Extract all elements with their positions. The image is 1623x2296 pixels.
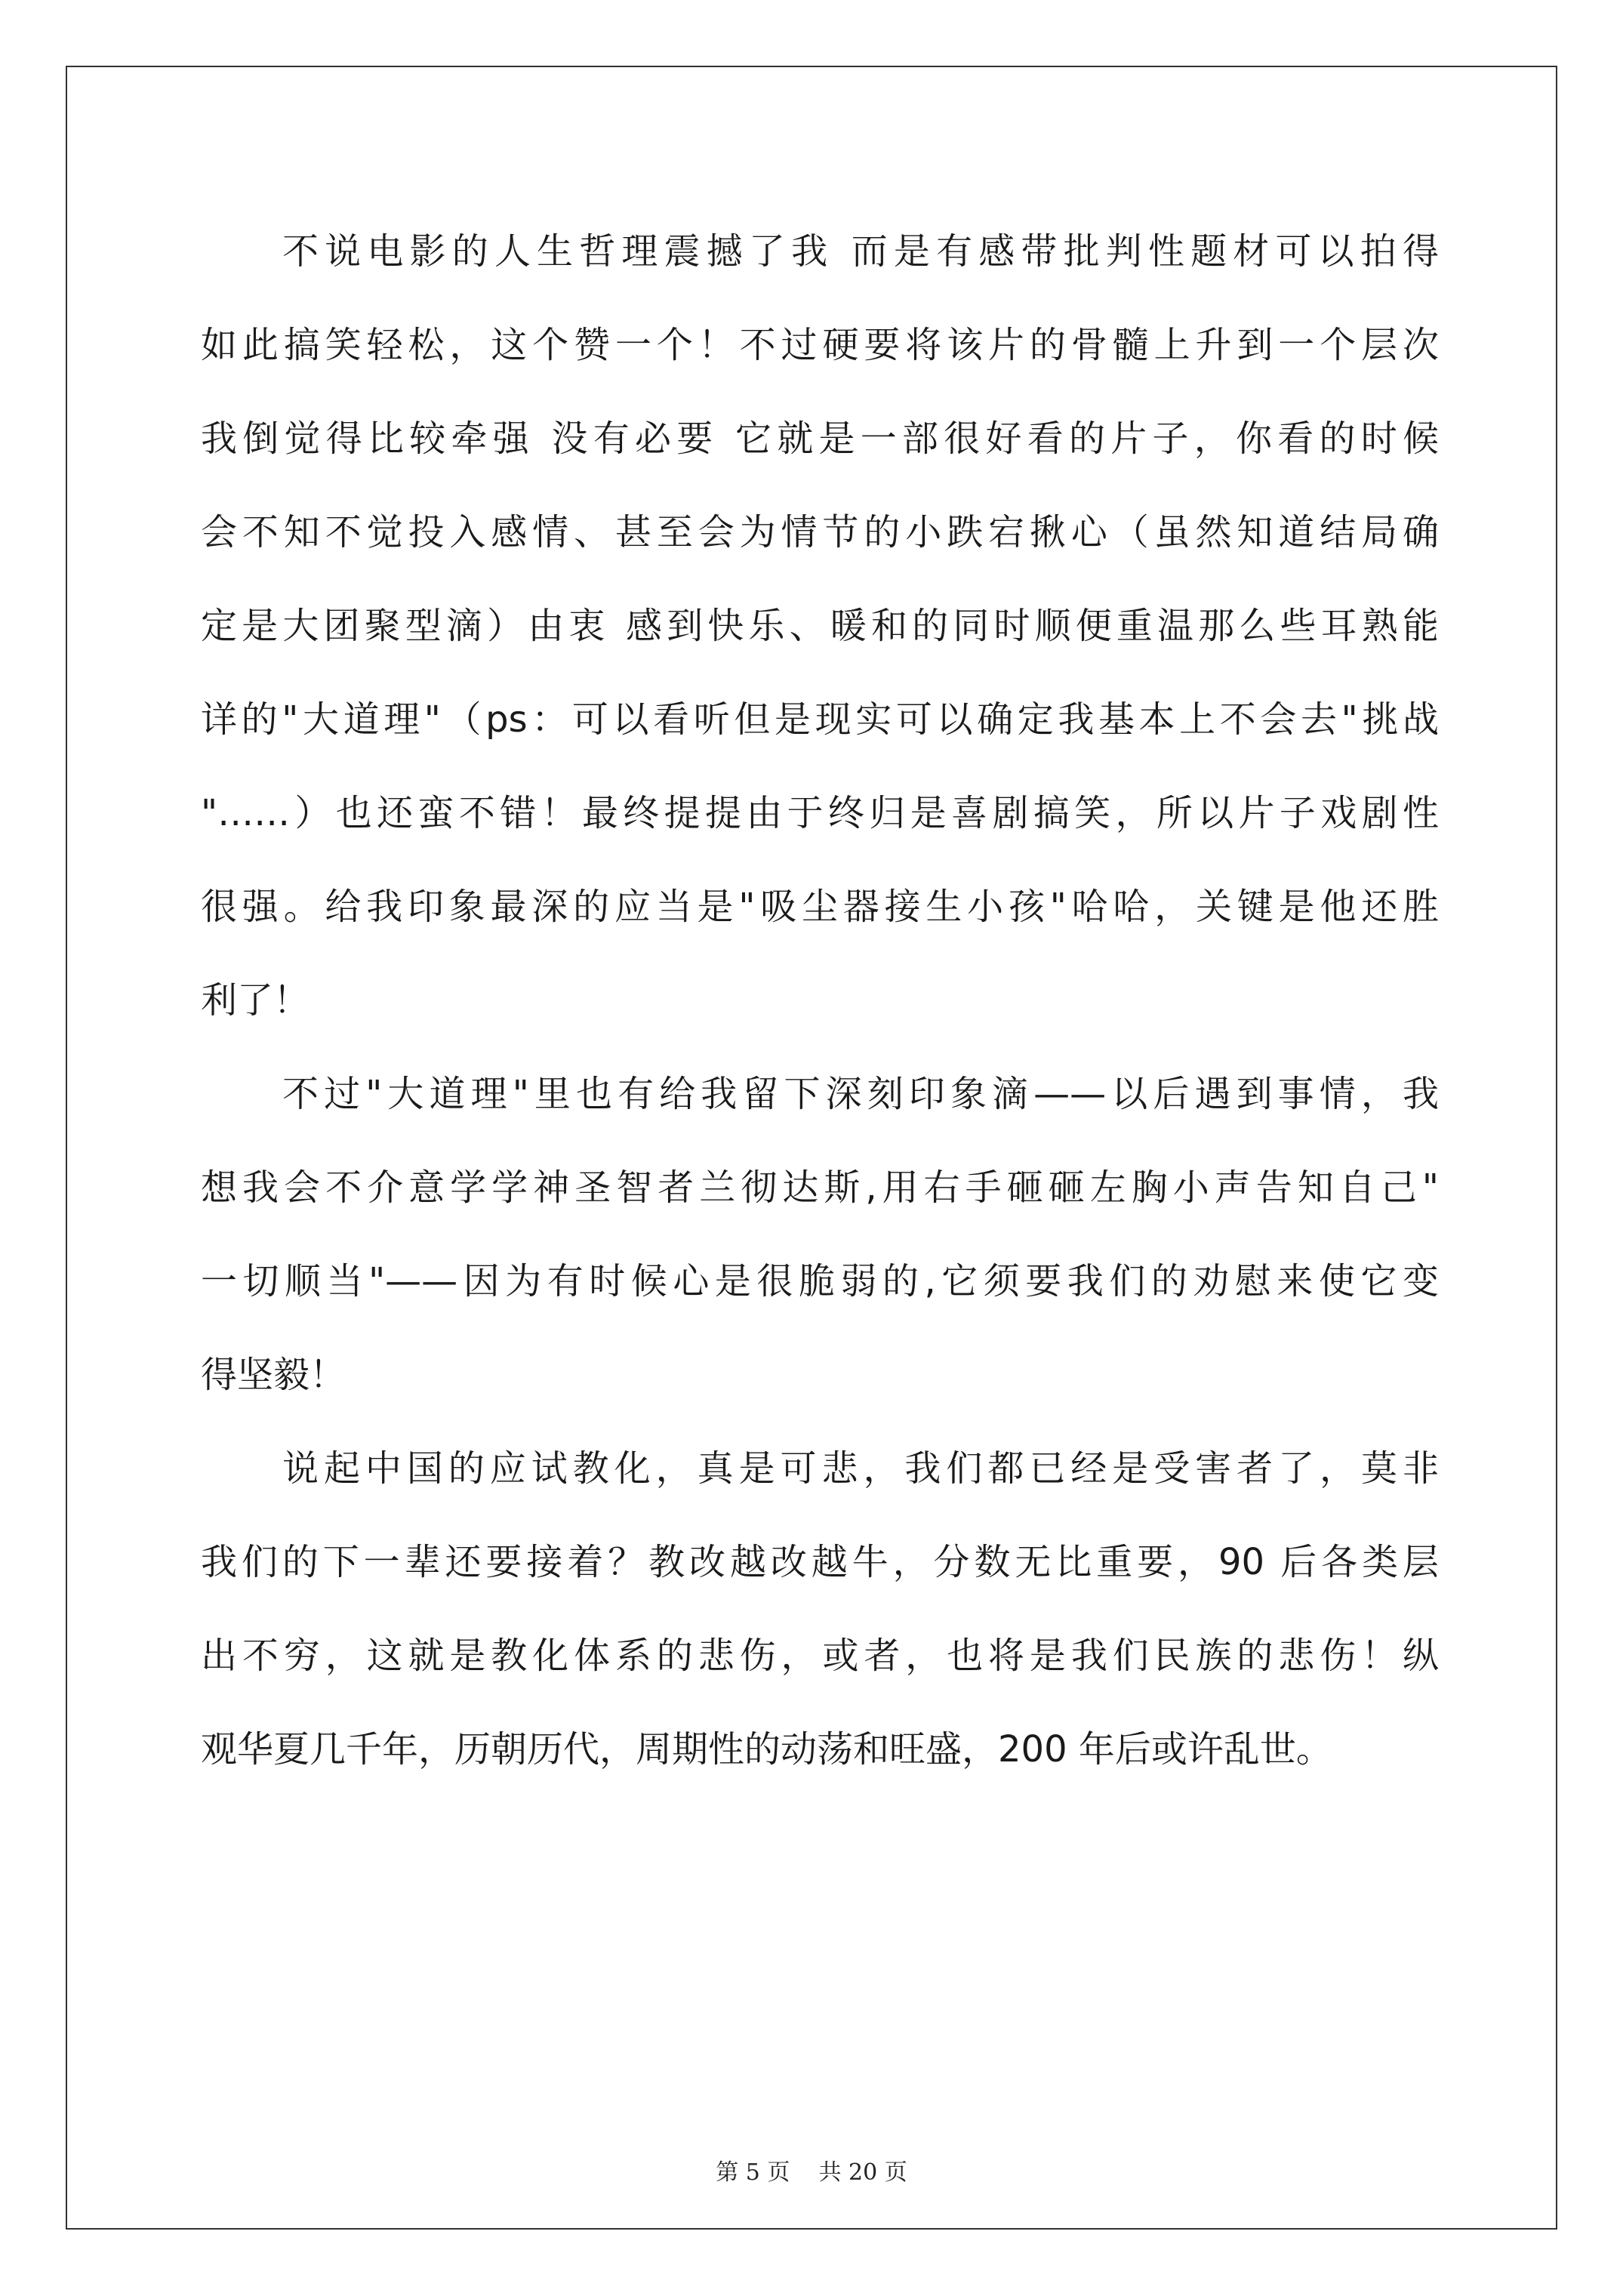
paragraph-2-line-1: 不过"大道理"里也有给我留下深刻印象滴——以后遇到事情，我	[282, 1073, 1439, 1115]
paragraph-1-line-7: "……）也还蛮不错！最终提提由于终归是喜剧搞笑，所以片子戏剧性	[201, 792, 1439, 834]
paragraph-1-line-5: 定是大团聚型滴）由衷 感到快乐、暖和的同时顺便重温那么些耳熟能	[201, 605, 1439, 647]
paragraph-1-line-4: 会不知不觉投入感情、甚至会为情节的小跌宕揪心（虽然知道结局确	[201, 511, 1439, 553]
paragraph-1-line-1: 不说电影的人生哲理震撼了我 而是有感带批判性题材可以拍得	[282, 230, 1439, 273]
paragraph-2-line-3: 一切顺当"——因为有时候心是很脆弱的,它须要我们的劝慰来使它变	[201, 1260, 1439, 1302]
paragraph-3-line-3: 出不穷，这就是教化体系的悲伤，或者，也将是我们民族的悲伤！纵	[201, 1635, 1439, 1677]
paragraph-2-line-2: 想我会不介意学学神圣智者兰彻达斯,用右手砸砸左胸小声告知自己"	[201, 1166, 1439, 1209]
paragraph-1-line-9: 利了！	[201, 979, 310, 1022]
paragraph-1-line-2: 如此搞笑轻松，这个赞一个！不过硬要将该片的骨髓上升到一个层次	[201, 324, 1439, 366]
paragraph-3-line-2: 我们的下一辈还要接着？教改越改越牛，分数无比重要，90 后各类层	[201, 1541, 1439, 1583]
paragraph-3-line-4: 观华夏几千年，历朝历代，周期性的动荡和旺盛，200 年后或许乱世。	[201, 1728, 1332, 1771]
paragraph-1-line-8: 很强。给我印象最深的应当是"吸尘器接生小孩"哈哈，关键是他还胜	[201, 886, 1439, 928]
paragraph-1-line-6: 详的"大道理"（ps：可以看听但是现实可以确定我基本上不会去"挑战	[201, 698, 1439, 741]
paragraph-2-line-4: 得坚毅！	[201, 1354, 346, 1396]
body-text	[201, 217, 1439, 1808]
paragraph-1-line-3: 我倒觉得比较牵强 没有必要 它就是一部很好看的片子，你看的时候	[201, 418, 1439, 460]
page-number-footer: 第 5 页 共 20 页	[716, 2159, 907, 2186]
paragraph-3-line-1: 说起中国的应试教化，真是可悲，我们都已经是受害者了，莫非	[282, 1447, 1439, 1490]
